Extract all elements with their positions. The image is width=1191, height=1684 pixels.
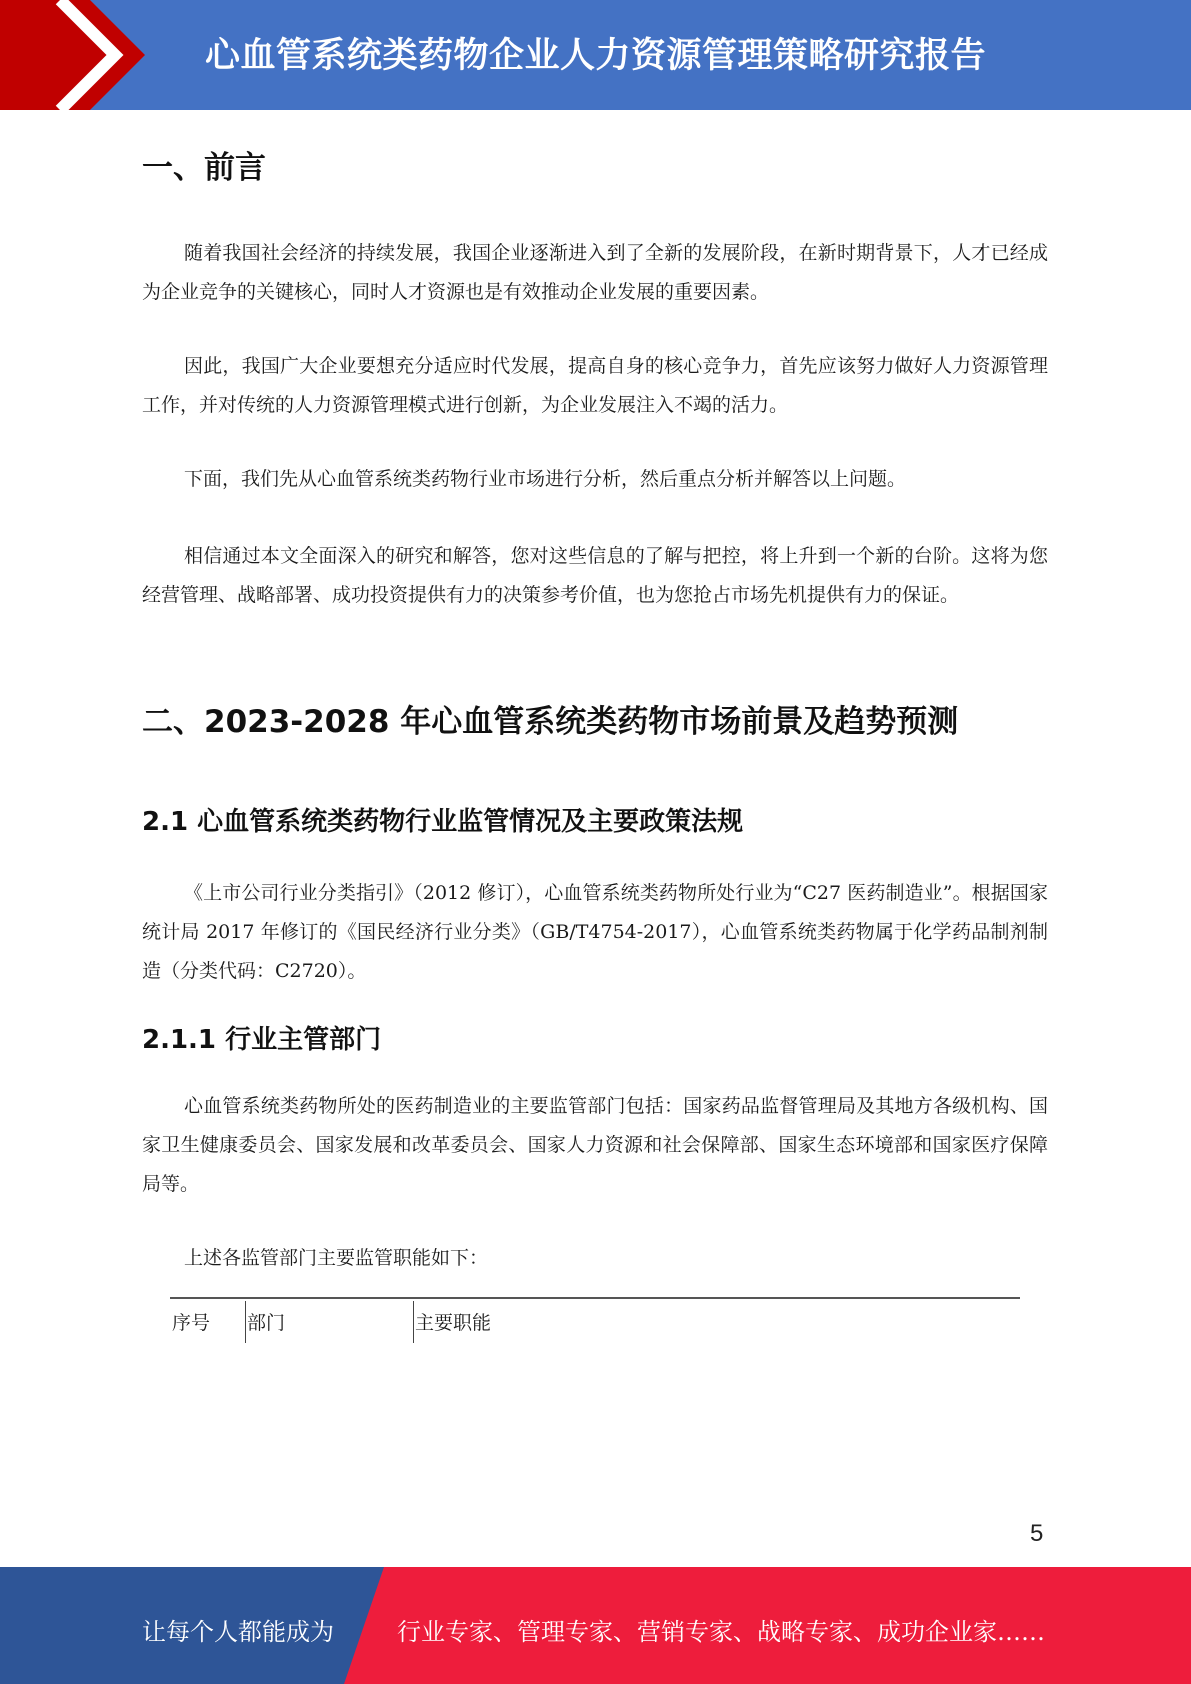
table-top-rule — [170, 1297, 1020, 1299]
header-chevron-icon — [0, 0, 160, 110]
footer-slogan: 让每个人都能成为 — [142, 1618, 334, 1646]
footer-tagline: 行业专家、管理专家、营销专家、战略专家、成功企业家…… — [397, 1618, 1045, 1646]
header-band — [0, 0, 1191, 110]
paragraph: 《上市公司行业分类指引》（2012 修订），心血管系统类药物所处行业为“C27 医药制造业”。根据国家统计局 2017 年修订的《国民经济行业分类》（GB/T4754-2017），心血管系统类药物属于化学药品制剂制造（分类代码：C2720）。 — [142, 882, 1048, 982]
subsection-heading-regulation: 2.1 心血管系统类药物行业监管情况及主要政策法规 — [142, 807, 744, 837]
paragraph: 心血管系统类药物所处的医药制造业的主要监管部门包括：国家药品监督管理局及其地方各级机构、国家卫生健康委员会、国家发展和改革委员会、国家人力资源和社会保障部、国家生态环境部和国家医疗保障局等。 — [142, 1095, 1048, 1195]
paragraph: 相信通过本文全面深入的研究和解答，您对这些信息的了解与把控，将上升到一个新的台阶。这将为您经营管理、战略部署、成功投资提供有力的决策参考价值，也为您抢占市场先机提供有力的保证。 — [142, 545, 1048, 606]
table-column-divider — [413, 1301, 414, 1343]
subsection-heading-authorities: 2.1.1 行业主管部门 — [142, 1025, 382, 1055]
section-heading-market-outlook: 二、2023-2028 年心血管系统类药物市场前景及趋势预测 — [142, 704, 959, 740]
paragraph: 下面，我们先从心血管系统类药物行业市场进行分析，然后重点分析并解答以上问题。 — [184, 468, 907, 490]
table-header-index: 序号 — [172, 1312, 211, 1334]
paragraph: 随着我国社会经济的持续发展，我国企业逐渐进入到了全新的发展阶段，在新时期背景下，人才已经成为企业竞争的关键核心，同时人才资源也是有效推动企业发展的重要因素。 — [142, 242, 1048, 303]
table-column-divider — [245, 1301, 246, 1343]
page-number: 5 — [1030, 1520, 1044, 1547]
table-header-function: 主要职能 — [415, 1312, 492, 1334]
paragraph: 因此，我国广大企业要想充分适应时代发展，提高自身的核心竞争力，首先应该努力做好人力资源管理工作，并对传统的人力资源管理模式进行创新，为企业发展注入不竭的活力。 — [142, 355, 1048, 416]
section-heading-preface: 一、前言 — [142, 150, 266, 186]
table-intro: 上述各监管部门主要监管职能如下： — [184, 1247, 489, 1269]
report-title: 心血管系统类药物企业人力资源管理策略研究报告 — [205, 36, 987, 76]
table-header-department: 部门 — [247, 1312, 286, 1334]
